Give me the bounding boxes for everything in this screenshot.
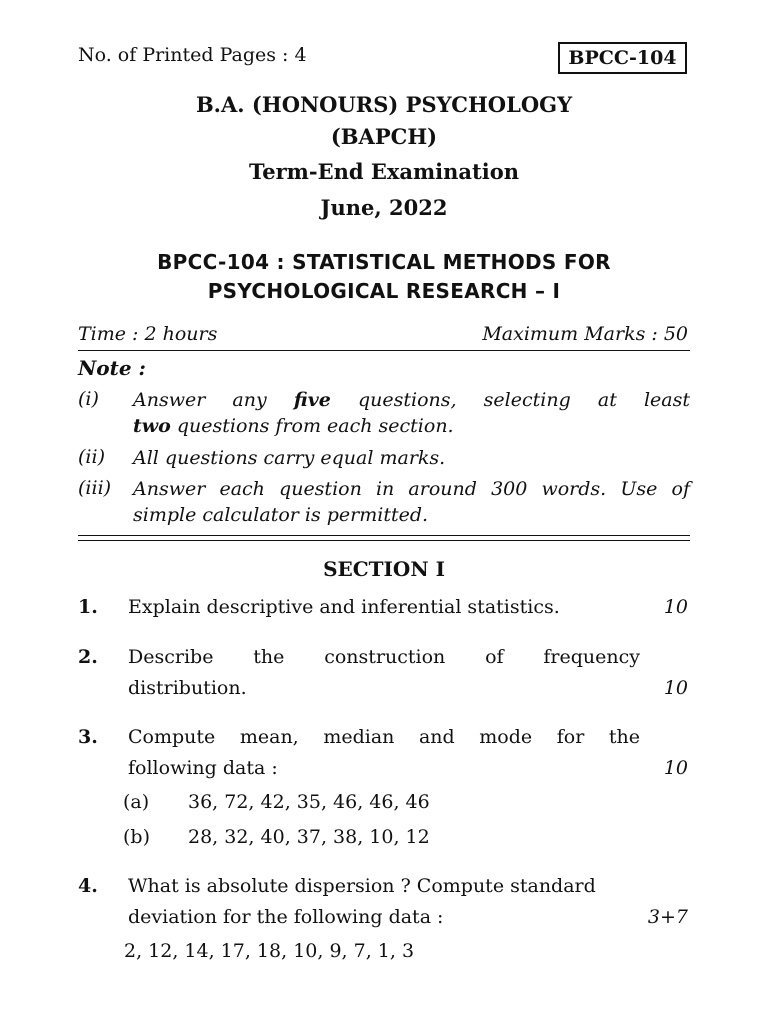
question-4-line2: deviation for the following data : [128, 906, 444, 928]
question-marks: 3+7 [647, 906, 688, 928]
divider [78, 350, 690, 351]
question-3-line1: Compute mean, median and mode for the [128, 726, 640, 748]
question-number: 3. [78, 726, 98, 748]
question-marks: 10 [663, 677, 688, 699]
note-item-3-line1: Answer each question in around 300 words. Use of [133, 478, 690, 500]
double-rule-top [78, 535, 690, 536]
sub-question-label: (a) [123, 791, 150, 813]
sub-question-values: 36, 72, 42, 35, 46, 46, 46 [188, 791, 430, 813]
note-number: (i) [78, 388, 99, 410]
note-number: (ii) [78, 446, 105, 468]
exam-time: Time : 2 hours [78, 323, 218, 345]
note-text: questions from each section. [176, 415, 454, 437]
note-number: (iii) [78, 477, 112, 499]
question-4-line1: What is absolute dispersion ? Compute standard [128, 875, 596, 897]
question-number: 4. [78, 875, 98, 897]
note-item-3-line2: simple calculator is permitted. [133, 504, 429, 526]
exam-title: Term-End Examination [248, 159, 519, 184]
question-1-text: Explain descriptive and inferential statistics. [128, 596, 560, 618]
sub-question-label: (b) [123, 826, 150, 848]
note-item-1-line1 [133, 387, 690, 413]
note-text: questions, selecting at least [357, 389, 690, 411]
question-number: 2. [78, 646, 98, 668]
sub-question-values: 28, 32, 40, 37, 38, 10, 12 [188, 826, 430, 848]
maximum-marks: Maximum Marks : 50 [482, 323, 688, 345]
question-marks: 10 [663, 596, 688, 618]
question-marks: 10 [663, 757, 688, 779]
question-2-line1: Describe the construction of frequency [128, 646, 640, 668]
exam-date: June, 2022 [320, 195, 448, 220]
note-emphasis: five [293, 389, 331, 411]
section-title: SECTION I [323, 557, 445, 581]
question-number: 1. [78, 596, 98, 618]
note-heading: Note : [78, 356, 146, 380]
course-title-line2: PSYCHOLOGICAL RESEARCH – I [207, 279, 561, 303]
question-2-line2: distribution. [128, 677, 247, 699]
note-emphasis: two [133, 415, 171, 437]
note-text: Answer any [133, 389, 267, 411]
programme-title: B.A. (HONOURS) PSYCHOLOGY [195, 92, 573, 117]
question-4-data: 2, 12, 14, 17, 18, 10, 9, 7, 1, 3 [124, 940, 415, 962]
course-title-line1: BPCC-104 : STATISTICAL METHODS FOR [157, 250, 611, 274]
programme-code: (BAPCH) [330, 124, 438, 149]
note-item-1-line2 [133, 413, 690, 439]
question-3-line2: following data : [128, 757, 278, 779]
double-rule-bottom [78, 540, 690, 541]
printed-pages: No. of Printed Pages : 4 [78, 44, 307, 66]
course-code-box: BPCC-104 [558, 42, 687, 74]
note-item-2: All questions carry equal marks. [133, 447, 446, 469]
